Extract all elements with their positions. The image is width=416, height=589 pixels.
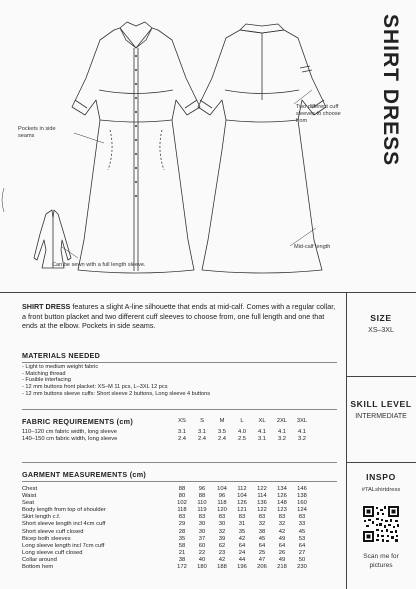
- table-row: [22, 521, 312, 528]
- cell: 124: [297, 507, 307, 514]
- cell: 138: [297, 493, 307, 500]
- table-row: [22, 436, 312, 443]
- cell: 80: [178, 493, 186, 500]
- cell: 42: [238, 535, 246, 542]
- cell: 27: [298, 549, 306, 556]
- cell: 35: [178, 535, 186, 542]
- table-row: [22, 514, 312, 521]
- cell: 83: [298, 514, 306, 521]
- materials-heading: MATERIALS NEEDED: [22, 351, 101, 360]
- garment-table: [22, 486, 312, 571]
- cell: 118: [177, 507, 187, 514]
- cell: 4.0: [237, 429, 247, 436]
- cell: 38: [178, 556, 186, 563]
- cell: 42: [278, 528, 286, 535]
- cell: 120: [217, 507, 227, 514]
- cell: 45: [258, 535, 266, 542]
- sidebar-rule-1: [346, 376, 416, 377]
- materials-item: - 12 mm buttons sleeve cuffs: Short sleeve 2 buttons, Long sleeve 4 buttons: [22, 390, 211, 397]
- qr-code-icon[interactable]: [362, 505, 400, 543]
- table-row: [22, 493, 312, 500]
- cell: 114: [257, 493, 267, 500]
- cell: 49: [278, 556, 286, 563]
- scan-text-line1: Scan me for: [363, 553, 399, 560]
- cell: 29: [178, 521, 186, 528]
- inspo-hashtag: #TALshirtdress: [361, 487, 401, 493]
- annotation-pockets: Pockets in side seams: [18, 126, 56, 139]
- cell: 122: [257, 486, 267, 492]
- row-label: Long sleeve cuff closed: [22, 549, 83, 556]
- table-row: [22, 536, 312, 543]
- front-buttons: [135, 55, 137, 197]
- row-label: Short sleeve cuff closed: [22, 528, 84, 535]
- materials-rule: [22, 362, 337, 363]
- cell: 21: [178, 549, 186, 556]
- cell: 30: [198, 528, 206, 535]
- cell: 96: [218, 493, 226, 500]
- cell: 126: [277, 493, 287, 500]
- cell: 104: [217, 486, 227, 492]
- materials-item: - 12 mm buttons front placket: XS–M 11 pcs, L–3XL 12 pcs: [22, 384, 168, 391]
- back-dress-drawing: [198, 24, 326, 273]
- cell: 118: [217, 500, 227, 507]
- cell: 4.1: [277, 429, 287, 436]
- cell: 64: [278, 542, 286, 549]
- table-row: [22, 529, 312, 536]
- cell: 110: [197, 500, 207, 507]
- row-label: Body length from top of shoulder: [22, 507, 106, 514]
- size-col: M: [219, 418, 225, 424]
- cell: 22: [198, 549, 206, 556]
- cell: 37: [198, 535, 206, 542]
- cell: 83: [178, 514, 186, 521]
- cell: 160: [297, 500, 307, 507]
- cell: 2.4: [217, 436, 227, 443]
- cell: 4.1: [257, 429, 267, 436]
- cell: 45: [298, 528, 306, 535]
- row-label: Seat: [22, 500, 34, 507]
- cell: 32: [258, 521, 266, 528]
- cell: 33: [298, 521, 306, 528]
- cell: 2.4: [177, 436, 187, 443]
- cell: 180: [197, 564, 207, 571]
- intro-text: features a slight A-line silhouette that ends at mid-calf. Comes with a regular collar, a front button placket and two different cuff sleeves to choose from, one full length and one that ends at the elbow. Pockets in side seams.: [22, 302, 336, 331]
- fabric-header-row: [22, 418, 312, 425]
- table-row: [22, 500, 312, 507]
- size-value: XS–3XL: [368, 327, 394, 334]
- cell: 102: [177, 500, 187, 507]
- cell: 62: [218, 542, 226, 549]
- cell: 122: [257, 507, 267, 514]
- section-divider: [0, 292, 416, 293]
- cell: 3.1: [257, 436, 267, 443]
- fabric-table: [22, 418, 312, 443]
- materials-list: [22, 364, 210, 398]
- row-label: 140–150 cm fabric width, long sleeve: [22, 436, 118, 443]
- table-row: [22, 550, 312, 557]
- cell: 134: [277, 486, 287, 492]
- cell: 83: [218, 514, 226, 521]
- cell: 188: [217, 564, 227, 571]
- cell: 206: [257, 564, 267, 571]
- cell: 172: [177, 564, 187, 571]
- cell: 44: [238, 556, 246, 563]
- page-title-text: SHIRT DRESS: [379, 14, 402, 167]
- cell: 32: [218, 528, 226, 535]
- cell: 3.1: [197, 429, 207, 436]
- cell: 3.1: [177, 429, 187, 436]
- cell: 2.5: [237, 436, 247, 443]
- cell: 96: [198, 486, 206, 492]
- cell: 88: [178, 486, 186, 492]
- table-row: [22, 564, 312, 571]
- row-label: 110–120 cm fabric width, long sleeve: [22, 429, 117, 436]
- table-row: [22, 557, 312, 564]
- cell: 64: [298, 542, 306, 549]
- cell: 83: [278, 514, 286, 521]
- materials-item: - Light to medium weight fabric: [22, 364, 99, 370]
- cell: 64: [238, 542, 246, 549]
- cell: 146: [297, 486, 307, 492]
- intro-bold: SHIRT DRESS: [22, 302, 71, 311]
- size-col: XL: [258, 418, 266, 424]
- annotation-cuffs: Two different cuff sleeves to choose from: [296, 104, 341, 124]
- row-label: Skirt length c.f.: [22, 514, 61, 521]
- cell: 3.5: [217, 429, 227, 436]
- sidebar-rule-2: [346, 462, 416, 463]
- cell: 83: [198, 514, 206, 521]
- cell: 38: [258, 528, 266, 535]
- cell: 119: [197, 507, 207, 514]
- long-sleeve-dress-drawing: [34, 210, 71, 268]
- size-col: S: [200, 418, 204, 424]
- cell: 35: [238, 528, 246, 535]
- cell: 49: [278, 535, 286, 542]
- scan-text-line2: pictures: [369, 562, 393, 569]
- cell: 26: [278, 549, 286, 556]
- table-row: [22, 543, 312, 550]
- cell: 3.2: [297, 436, 307, 443]
- cell: 88: [198, 493, 206, 500]
- row-label: Bicep both sleeves: [22, 535, 71, 542]
- cell: 218: [277, 564, 287, 571]
- cell: 32: [278, 521, 286, 528]
- cell: 126: [237, 500, 247, 507]
- cell: 30: [218, 521, 226, 528]
- cell: 24: [238, 549, 246, 556]
- cell: 60: [198, 542, 206, 549]
- sidebar-divider: [346, 293, 347, 589]
- annotation-midcalf: Mid-calf length: [294, 244, 331, 250]
- fabric-rule-top: [22, 409, 337, 410]
- cell: 3.2: [277, 436, 287, 443]
- size-col: L: [240, 418, 244, 424]
- cell: 31: [238, 521, 246, 528]
- cell: 47: [258, 556, 266, 563]
- cell: 53: [298, 535, 306, 542]
- size-heading: SIZE: [370, 313, 392, 323]
- cell: 30: [198, 521, 206, 528]
- table-row: [22, 486, 312, 493]
- row-label: Waist: [22, 493, 37, 500]
- cell: 28: [178, 528, 186, 535]
- row-label: Short sleeve length incl 4cm cuff: [22, 521, 106, 528]
- cell: 104: [237, 493, 247, 500]
- table-row: [22, 507, 312, 514]
- garment-rule: [22, 481, 337, 482]
- fabric-heading: FABRIC REQUIREMENTS (cm): [22, 417, 134, 426]
- cell: 83: [258, 514, 266, 521]
- row-label: Collar around: [22, 556, 57, 563]
- row-label: Long sleeve length incl 7cm cuff: [22, 542, 105, 549]
- cell: 136: [257, 500, 267, 507]
- size-col: XS: [178, 418, 186, 424]
- skill-value: INTERMEDIATE: [355, 413, 407, 420]
- inspo-heading: INSPO: [366, 472, 396, 482]
- cell: 123: [277, 507, 287, 514]
- row-label: Chest: [22, 486, 38, 492]
- cell: 40: [198, 556, 206, 563]
- cell: 2.4: [197, 436, 207, 443]
- cell: 58: [178, 542, 186, 549]
- cell: 121: [237, 507, 247, 514]
- cell: 42: [218, 556, 226, 563]
- size-col: 2XL: [276, 418, 288, 424]
- skill-heading: SKILL LEVEL: [350, 399, 412, 409]
- garment-heading: GARMENT MEASUREMENTS (cm): [22, 470, 147, 479]
- annotation-fullsleeve: Can be sewn with a full length sleeve.: [52, 262, 146, 268]
- intro-paragraph: [22, 302, 337, 331]
- materials-item: - Matching thread: [22, 370, 66, 377]
- cell: 25: [258, 549, 266, 556]
- materials-item: - Fusible interfacing: [22, 377, 71, 384]
- cell: 4.1: [297, 429, 307, 436]
- cell: 50: [298, 556, 306, 563]
- cell: 112: [237, 486, 247, 492]
- cell: 196: [237, 564, 247, 571]
- cell: 23: [218, 549, 226, 556]
- cell: 39: [218, 535, 226, 542]
- cell: 148: [277, 500, 287, 507]
- front-dress-drawing: [72, 22, 200, 273]
- cell: 83: [238, 514, 246, 521]
- cell: 64: [258, 542, 266, 549]
- cell: 230: [297, 564, 307, 571]
- size-col: 3XL: [296, 418, 308, 424]
- table-row: [22, 429, 312, 436]
- row-label: Bottom hem: [22, 564, 54, 571]
- garment-rule-top: [22, 462, 337, 463]
